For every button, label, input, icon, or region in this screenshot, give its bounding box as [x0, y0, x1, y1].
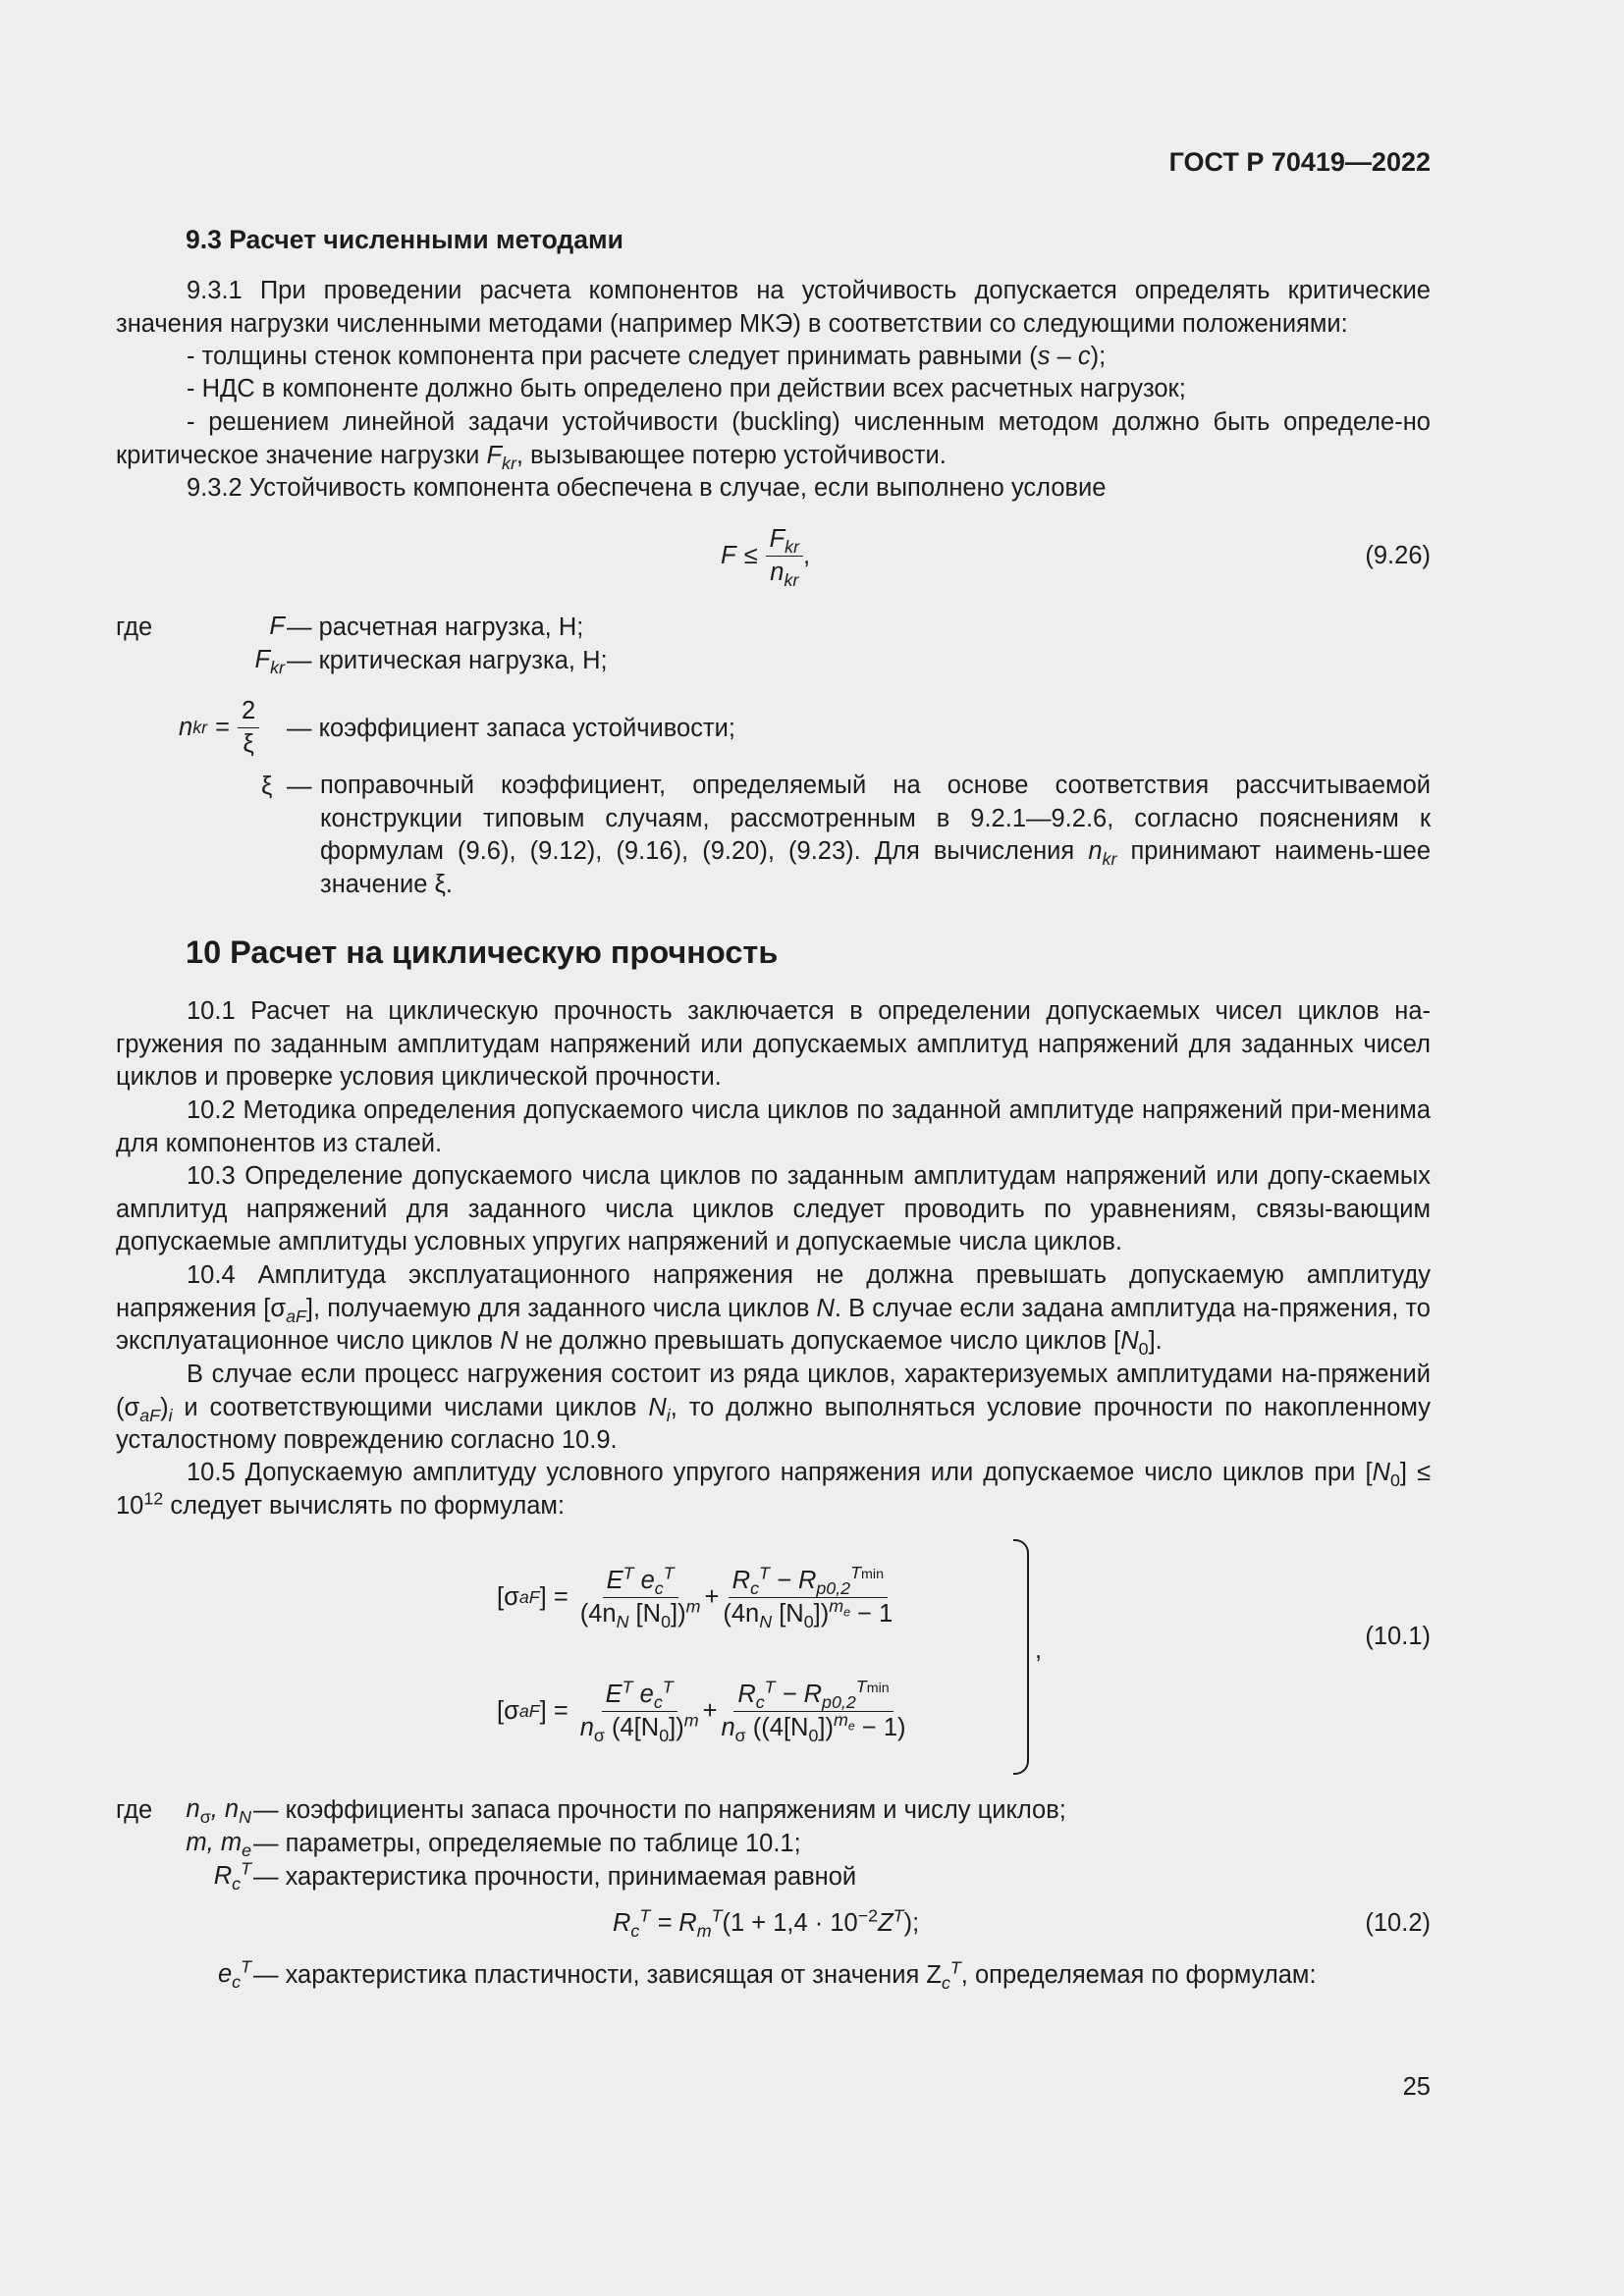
- def-text-fkr: — критическая нагрузка, Н;: [287, 647, 608, 674]
- paragraph-10-4: 10.4 Амплитуда эксплуатационного напряжения не должна превышать допускаемую амплитуду напряжения $[\sigma_{aF}]$, получаемую для заданного числа циклов N. В случае если задана амплитуда на-пряжения, то эксплуатационное число циклов N не должно превышать допускаемое число циклов $[N_0]$.: [116, 1261, 1431, 1360]
- section-heading-10: 10 Расчет на циклическую прочность: [186, 934, 779, 970]
- paragraph-10-4-cumulative: В случае если процесс нагружения состоит из ряда циклов, характеризуемых амплитудами на-пряжений $(\sigma_{aF})_i$ и соответствующими числами циклов $N_i$, то должно выполняться условие прочности по накопленному усталостному повреждению согласно 10.9.: [116, 1361, 1431, 1454]
- equation-10-2: $R_c^T = R_m^T(1 + 1,4 \cdot 10^{-2}Z^T)$;: [613, 1905, 920, 1942]
- equation-9-26: F ≤ $\frac{F_{kr}}{n_{kr}}$ ,: [721, 524, 811, 590]
- def-symbol-n-sigma-n-n: $n_\sigma$, $n_N$: [186, 1795, 251, 1828]
- paragraph-9-3-1: 9.3.1 При проведении расчета компонентов на устойчивость допускается определять критические значения нагрузки численными методами (например МКЭ) в соответствии со следующими положениями:: [116, 277, 1431, 338]
- document-code: ГОСТ Р 70419—2022: [1168, 147, 1431, 177]
- def-text-xi: поправочный коэффициент, определяемый на основе соответствия рассчитываемой конструкции типовым случаям, рассмотренным в 9.2.1—9.2.6, согласно пояснениям к формулам (9.6), (9.12), (9.16), (9.20), (9.23). Для вычисления $n_{kr}$ принимают наимень-шее значение ξ.: [320, 772, 1431, 898]
- def-symbol-ect: $e_c^T$: [217, 1956, 251, 1993]
- paragraph-10-3: 10.3 Определение допускаемого числа циклов по заданным амплитудам напряжений или допу-скаемых амплитуд напряжений для заданного числа циклов следует проводить по уравнениям, связы-вающим допускаемые амплитуды условных упругих напряжений и допускаемые числа циклов.: [116, 1162, 1431, 1255]
- equation-10-1-row-1: [σ aF ] = $\frac{E^T e_c^T}{(4n_N [N_0])^m}$ + $\frac{R_c^T - R_{p0,2}^{Tmin}}{(4n_N [N_0])^{m_e} - 1}$: [497, 1563, 893, 1631]
- equation-10-1-row-2: [σ aF ] = $\frac{E^T e_c^T}{n_\sigma (4[N_0])^m}$ + $\frac{R_c^T - R_{p0,2}^{Tmin}}{n_\sigma ((4[N_0])^{m_e} - 1)}$: [497, 1677, 906, 1745]
- equation-number-9-26: (9.26): [1365, 542, 1431, 569]
- equation-system-brace: [1013, 1539, 1029, 1775]
- def-symbol-f: F: [269, 613, 285, 640]
- def-text-nkr: — коэффициент запаса устойчивости;: [287, 715, 735, 742]
- list-item-wall-thickness: - толщины стенок компонента при расчете следует принимать равными (s – c);: [187, 343, 1107, 370]
- paragraph-10-2: 10.2 Методика определения допускаемого числа циклов по заданной амплитуде напряжений при-менима для компонентов из сталей.: [116, 1096, 1431, 1157]
- paragraph-10-1: 10.1 Расчет на циклическую прочность заключается в определении допускаемых чисел циклов на-гружения по заданным амплитудам напряжений или допускаемых амплитуд напряжений для заданных чисел циклов и проверке условия циклической прочности.: [116, 997, 1431, 1091]
- def-symbol-m-me: m, $m_e$: [186, 1829, 251, 1861]
- def-dash-xi: —: [287, 773, 312, 800]
- equation-number-10-2: (10.2): [1365, 1909, 1431, 1937]
- def-text-m-me: — параметры, определяемые по таблице 10.1;: [253, 1830, 801, 1857]
- paragraph-10-5: 10.5 Допускаемую амплитуду условного упругого напряжения или допускаемое число циклов при $[N_0] \le 10^{12}$ следует вычислять по формулам:: [116, 1459, 1432, 1520]
- list-item-stress-state: - НДС в компоненте должно быть определено при действии всех расчетных нагрузок;: [187, 375, 1186, 402]
- where-label-10: где: [116, 1796, 153, 1824]
- def-text-n-sigma-n-n: — коэффициенты запаса прочности по напряжениям и числу циклов;: [253, 1796, 1066, 1824]
- paragraph-9-3-2: 9.3.2 Устойчивость компонента обеспечена в случае, если выполнено условие: [187, 474, 1107, 502]
- equation-10-1-comma: ,: [1035, 1636, 1043, 1664]
- def-text-ect: — характеристика пластичности, зависящая от значения $Z_c^T$, определяемая по формулам:: [253, 1957, 1317, 1994]
- section-heading-9-3: 9.3 Расчет численными методами: [186, 225, 623, 254]
- page-number: 25: [1402, 2073, 1431, 2101]
- equation-number-10-1: (10.1): [1365, 1623, 1431, 1650]
- fraction-fkr-nkr: $\frac{F_{kr}}{n_{kr}}$: [766, 525, 803, 587]
- def-text-f: — расчетная нагрузка, Н;: [287, 614, 584, 641]
- where-label: где: [116, 614, 153, 641]
- def-symbol-rct: $R_c^T$: [213, 1858, 251, 1895]
- def-symbol-xi: ξ: [261, 773, 273, 800]
- def-symbol-fkr: $F_{kr}$: [254, 646, 285, 678]
- def-text-rct: — характеристика прочности, принимаемая равной: [253, 1863, 857, 1891]
- def-symbol-nkr: n kr = $\frac{2}{\xi}$: [179, 690, 259, 765]
- list-item-buckling: - решением линейной задачи устойчивости (buckling) численным методом должно быть определе-но критическое значение нагрузки $F_{kr}$, вызывающее потерю устойчивости.: [116, 408, 1431, 473]
